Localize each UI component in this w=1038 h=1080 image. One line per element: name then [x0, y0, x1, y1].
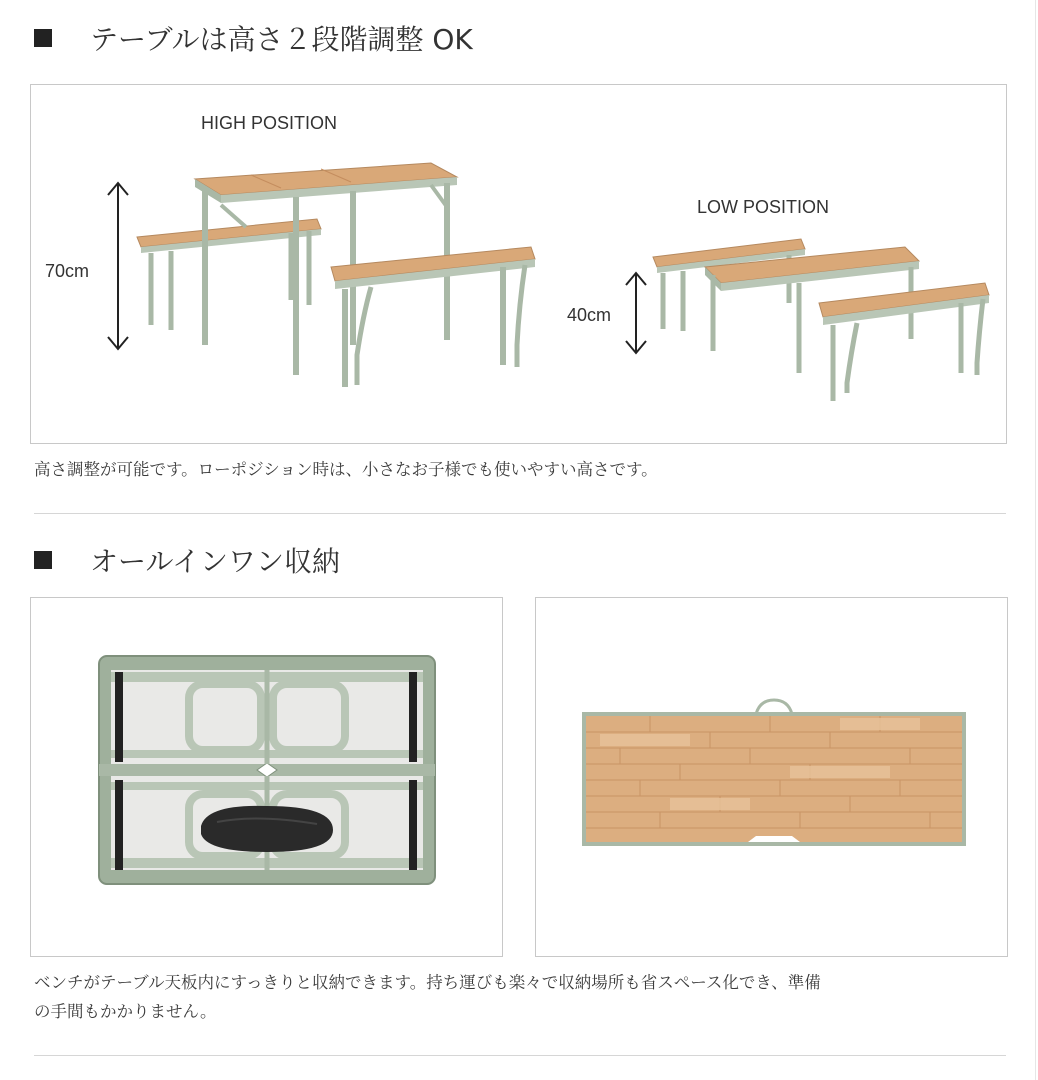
storage-closed-figure: [535, 597, 1008, 957]
section-heading-storage: [34, 540, 340, 580]
section-divider: [34, 513, 1006, 514]
high-height-label: 70cm: [45, 261, 90, 281]
height-adjust-figure: [30, 84, 1007, 444]
high-height-arrow-icon: [103, 179, 133, 355]
low-height-arrow-icon: [621, 269, 651, 357]
section2-caption-line1: ベンチがテーブル天板内にすっきりと収納できます。持ち運びも楽々で収納場所も省スペース化でき、準備: [34, 973, 821, 992]
storage-open-figure: [30, 597, 503, 957]
heading-square-icon: [34, 551, 52, 569]
folded-interior-illustration: [97, 654, 437, 886]
low-position-table-illustration: [649, 233, 999, 413]
section-title: オールインワン収納: [90, 545, 341, 578]
section-title: テーブルは高さ２段階調整 OK: [90, 23, 473, 56]
low-height-label: 40cm: [567, 305, 612, 325]
section-divider: [34, 1055, 1006, 1056]
low-position-label: LOW POSITION: [697, 197, 830, 217]
section1-caption: 高さ調整が可能です。ローポジション時は、小さなお子様でも使いやすい高さです。: [34, 460, 658, 479]
section-heading-height: [34, 18, 473, 58]
high-position-label: HIGH POSITION: [201, 113, 338, 133]
page-right-rule: [1035, 0, 1036, 1080]
high-position-table-illustration: [131, 155, 571, 415]
heading-square-icon: [34, 29, 52, 47]
folded-closed-illustration: [580, 696, 968, 856]
section2-caption-line2: の手間もかかりません。: [34, 1002, 217, 1021]
